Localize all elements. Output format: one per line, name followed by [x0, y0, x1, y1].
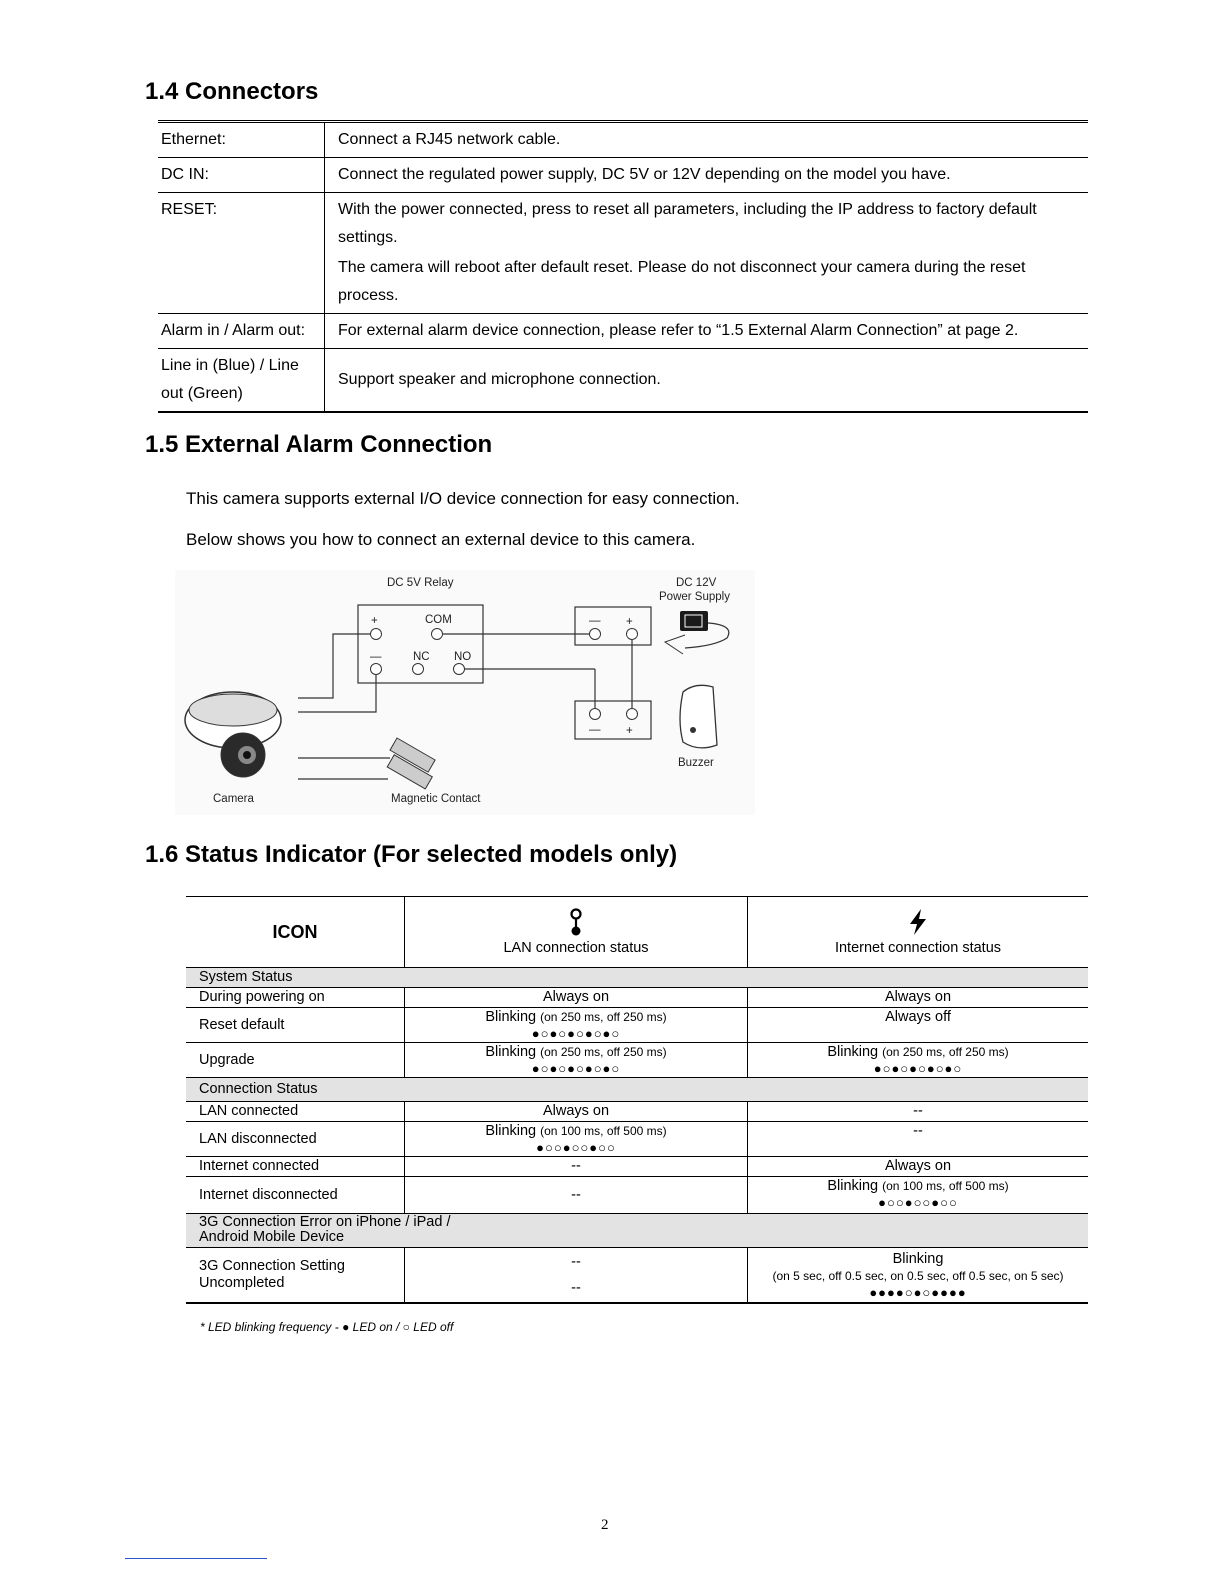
alarm-wiring-diagram [175, 570, 755, 815]
terminal [590, 629, 601, 640]
table-row [186, 1008, 1088, 1043]
lan-led-pattern: ●○○●○○●○○ [536, 1140, 616, 1155]
status-indicator-table [186, 896, 1088, 1304]
icon-header: ICON [186, 897, 405, 968]
internet-connection-icon [907, 908, 929, 936]
relay-minus: — [370, 651, 382, 663]
supply-label-2: Power Supply [659, 591, 730, 603]
row-label: LAN connected [186, 1102, 405, 1122]
internet-timing: (on 250 ms, off 250 ms) [882, 1045, 1009, 1059]
table-row [186, 1157, 1088, 1177]
internet-value: Always on [748, 1157, 1089, 1177]
relay-plus: + [371, 615, 378, 627]
lan-value: Always on [405, 988, 748, 1008]
connector-desc: Connect a RJ45 network cable. [338, 131, 561, 148]
terminal [413, 664, 424, 675]
lan-value: -- [405, 1177, 748, 1214]
lan-status-header: LAN connection status [503, 940, 649, 956]
internet-value: -- [748, 1102, 1089, 1122]
section-title-status: 1.6 Status Indicator (For selected models only) [145, 841, 678, 868]
buzzer-icon [680, 685, 717, 748]
relay-no-label: NO [454, 651, 472, 663]
magnetic-contact-label: Magnetic Contact [391, 793, 481, 805]
table-row [186, 1177, 1088, 1214]
connector-label: Ethernet: [158, 122, 325, 158]
camera-icon [243, 751, 251, 759]
internet-value: Blinking [892, 1250, 944, 1267]
table-header-row [186, 897, 1088, 968]
row-label: During powering on [186, 988, 405, 1008]
connectors-table [158, 120, 1088, 413]
connector-label: RESET: [158, 193, 325, 314]
connector-label: Alarm in / Alarm out: [158, 314, 325, 349]
lan-value: Blinking [485, 1123, 537, 1139]
lan-connection-icon [569, 908, 583, 936]
internet-led-pattern: ●○●○●○●○●○ [873, 1061, 963, 1076]
lan-timing: (on 100 ms, off 500 ms) [540, 1124, 667, 1138]
relay-label: DC 5V Relay [387, 577, 454, 589]
terminal [627, 629, 638, 640]
buzzer-minus: — [589, 724, 601, 736]
terminal [627, 709, 638, 720]
buzzer-plus: + [626, 725, 633, 737]
lan-timing: (on 250 ms, off 250 ms) [540, 1045, 667, 1059]
lan-led-pattern: ●○●○●○●○●○ [531, 1026, 621, 1041]
lan-led-pattern: ●○●○●○●○●○ [531, 1061, 621, 1076]
connector-desc: For external alarm device connection, please refer to “1.5 External Alarm Connection” at page 2. [325, 314, 1089, 349]
table-row [186, 1248, 1088, 1304]
terminal [454, 664, 465, 675]
page-number: 2 [601, 1517, 609, 1533]
supply-minus: — [589, 615, 601, 627]
row-label: 3G Connection Setting [199, 1258, 345, 1274]
lan-value: Blinking [485, 1044, 537, 1060]
row-label: Upgrade [186, 1043, 405, 1078]
internet-status-header: Internet connection status [834, 940, 1002, 956]
table-row [186, 1102, 1088, 1122]
row-label: Uncompleted [199, 1275, 285, 1291]
alarm-intro: This camera supports external I/O device connection for easy connection. [186, 489, 740, 508]
relay-com-label: COM [425, 614, 452, 626]
section-row [186, 1214, 1088, 1248]
section-row [186, 1078, 1088, 1102]
lan-value: Blinking [485, 1009, 537, 1025]
internet-value: Always on [748, 988, 1089, 1008]
connector-desc: The camera will reboot after default reset. Please do not disconnect your camera during the reset process. [338, 259, 1026, 304]
camera-icon [189, 694, 277, 726]
internet-timing: (on 5 sec, off 0.5 sec, on 0.5 sec, off 0.5 sec, on 5 sec) [772, 1268, 1064, 1283]
connector-desc: Connect the regulated power supply, DC 5V or 12V depending on the model you have. [325, 158, 1089, 193]
supply-plus: + [626, 616, 633, 628]
lan-value: -- [571, 1280, 581, 1296]
lan-value: Always on [405, 1102, 748, 1122]
lan-timing: (on 250 ms, off 250 ms) [540, 1010, 667, 1024]
terminal [590, 709, 601, 720]
table-row [186, 1043, 1088, 1078]
section-label-3g-text: 3G Connection Error on iPhone / iPad / Android Mobile Device [199, 1214, 451, 1245]
row-label: LAN disconnected [186, 1122, 405, 1157]
internet-led-pattern: ●●●●○●○●●●● [869, 1284, 967, 1300]
alarm-intro-2: Below shows you how to connect an external device to this camera. [186, 530, 696, 549]
table-row [186, 1122, 1088, 1157]
footer-divider [125, 1558, 267, 1559]
table-row [158, 122, 1088, 158]
terminal [371, 629, 382, 640]
table-row [158, 158, 1088, 193]
table-row [158, 349, 1088, 413]
table-row [158, 193, 1088, 314]
relay-nc-label: NC [413, 651, 430, 663]
camera-label: Camera [213, 793, 254, 805]
section-label-3g [186, 1214, 1088, 1248]
lan-value: -- [571, 1254, 581, 1270]
table-row [186, 988, 1088, 1008]
row-label: Internet connected [186, 1157, 405, 1177]
connector-label: DC IN: [158, 158, 325, 193]
section-row [186, 968, 1088, 988]
connector-desc: Support speaker and microphone connection. [325, 349, 1089, 413]
section-title-alarm: 1.5 External Alarm Connection [145, 431, 493, 458]
table-row [158, 314, 1088, 349]
connector-desc: With the power connected, press to reset all parameters, including the IP address to factory default settings. [338, 201, 1037, 246]
supply-label-1: DC 12V [676, 577, 717, 589]
terminal [432, 629, 443, 640]
internet-timing: (on 100 ms, off 500 ms) [882, 1179, 1009, 1193]
internet-value: -- [748, 1122, 1089, 1157]
internet-value: Blinking [827, 1044, 879, 1060]
buzzer-label: Buzzer [678, 757, 714, 769]
section-label-system: System Status [186, 968, 1088, 988]
buzzer-icon [690, 727, 696, 733]
lan-value: -- [405, 1157, 748, 1177]
internet-led-pattern: ●○○●○○●○○ [878, 1195, 958, 1210]
section-title-connectors: 1.4 Connectors [145, 78, 319, 105]
section-label-connection: Connection Status [186, 1078, 1088, 1102]
internet-value: Blinking [827, 1178, 879, 1194]
row-label: Internet disconnected [186, 1177, 405, 1214]
connector-label: Line in (Blue) / Line out (Green) [158, 349, 325, 413]
internet-value: Always off [748, 1008, 1089, 1043]
row-label: Reset default [186, 1008, 405, 1043]
power-adapter-icon [680, 611, 708, 631]
footnote: * LED blinking frequency - ● LED on / ○ LED off [200, 1320, 454, 1334]
terminal [371, 664, 382, 675]
